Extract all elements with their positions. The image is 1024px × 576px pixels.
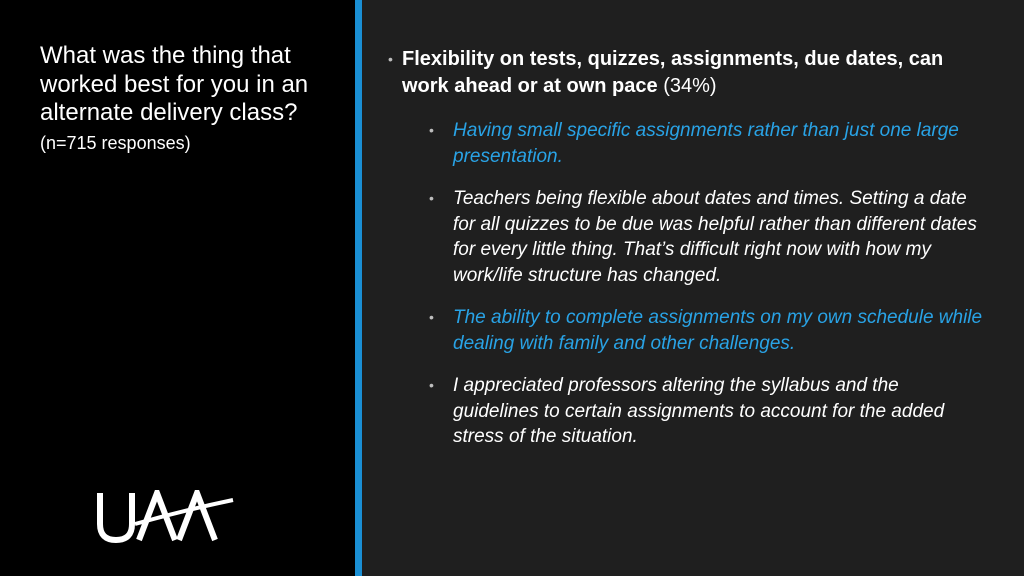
- left-panel: [0, 0, 355, 576]
- theme-heading: Flexibility on tests, quizzes, assignments, due dates, can work ahead or at own pace: [402, 48, 944, 97]
- bullet-dot: •: [429, 190, 434, 206]
- quote-text: Teachers being flexible about dates and times. Setting a date for all quizzes to be due was helpful rather than different dates for every little thing. That’s difficult right now with how my work/life structure has changed.: [453, 188, 977, 286]
- bullet-dot: •: [429, 309, 434, 325]
- bullet-dot: •: [429, 377, 434, 393]
- right-panel: [362, 0, 1024, 576]
- quote-item: [429, 186, 983, 288]
- question-heading: [40, 42, 340, 157]
- quote-list: [429, 118, 983, 467]
- response-count: (n=715 responses): [40, 132, 191, 153]
- accent-divider: [355, 0, 362, 576]
- bullet-dot: •: [388, 51, 393, 67]
- quote-text: I appreciated professors altering the syllabus and the guidelines to certain assignments to account for the added stress of the situation.: [453, 375, 945, 447]
- quote-item: [429, 373, 983, 450]
- quote-item: [429, 305, 983, 356]
- theme-percent: (34%): [663, 75, 717, 97]
- theme-bullet: [388, 46, 982, 100]
- quote-text: Having small specific assignments rather than just one large presentation.: [453, 120, 959, 167]
- question-text: What was the thing that worked best for you in an alternate delivery class?: [40, 42, 309, 126]
- uaa-logo-icon: [95, 490, 235, 544]
- bullet-dot: •: [429, 122, 434, 138]
- quote-item: [429, 118, 983, 169]
- quote-text: The ability to complete assignments on my own schedule while dealing with family and other challenges.: [453, 307, 983, 354]
